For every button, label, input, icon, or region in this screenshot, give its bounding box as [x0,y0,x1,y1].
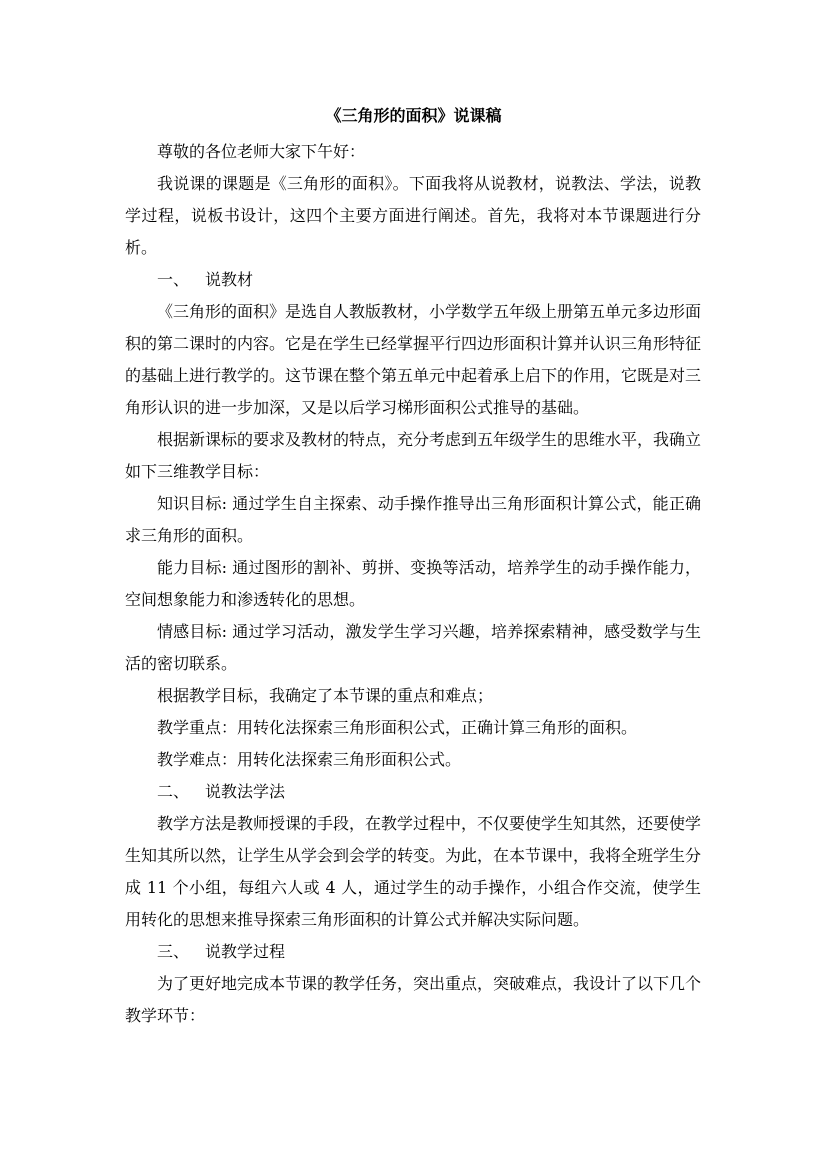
document-title: 《三角形的面积》说课稿 [325,106,502,125]
focus-intro-paragraph: 根据教学目标，我确定了本节课的重点和难点； [157,686,494,705]
section-title: 说教学过程 [205,942,286,961]
intro-paragraph: 我说课的课题是《三角形的面积》。下面我将从说教材，说教法、学法，说教学过程，说板书设计，这四个主要方面进行阐述。首先，我将对本节课题进行分析。 [125,174,701,257]
section-number: 三、 [157,942,190,961]
knowledge-goal-paragraph: 知识目标: 通过学生自主探索、动手操作推导出三角形面积计算公式，能正确求三角形的面积。 [125,494,701,545]
key-point-paragraph: 教学重点：用转化法探索三角形面积公式，正确计算三角形的面积。 [157,718,638,737]
greeting-paragraph: 尊敬的各位老师大家下午好： [157,142,366,161]
process-paragraph: 为了更好地完成本节课的教学任务，突出重点，突破难点，我设计了以下几个教学环节： [125,974,702,1025]
section-number: 一、 [157,270,190,289]
objectives-intro-paragraph: 根据新课标的要求及教材的特点，充分考虑到五年级学生的思维水平，我确立如下三维教学目标： [125,430,702,481]
section-number: 二、 [157,782,190,801]
difficult-point-paragraph: 教学难点：用转化法探索三角形面积公式。 [157,750,462,769]
section-title: 说教法学法 [205,782,286,801]
section-heading-process [125,936,701,968]
textbook-paragraph: 《三角形的面积》是选自人教版教材，小学数学五年级上册第五单元多边形面积的第二课时的内容。它是在学生已经掌握平行四边形面积计算并认识三角形特征的基础上进行教学的。这节课在整个第五单元中起着承上启下的作用，它既是对三角形认识的进一步加深，又是以后学习梯形面积公式推导的基础。 [125,302,702,417]
methods-paragraph: 教学方法是教师授课的手段，在教学过程中，不仅要使学生知其然，还要使学生知其所以然，让学生从学会到会学的转变。为此，在本节课中，我将全班学生分成 11 个小组，每组六人或 4 人，通过学生的动手操作，小组合作交流，使学生用转化的思想来推导探索三角形面积的计算公式并解决实际问题。 [125,814,702,929]
emotion-goal-paragraph: 情感目标: 通过学习活动，激发学生学习兴趣，培养探索精神，感受数学与生活的密切联系。 [125,622,701,673]
section-title: 说教材 [205,270,254,289]
section-heading-textbook [125,264,701,296]
section-heading-methods [125,776,701,808]
document-body [125,136,701,1032]
ability-goal-paragraph: 能力目标: 通过图形的割补、剪拼、变换等活动，培养学生的动手操作能力，空间想象能力和渗透转化的思想。 [125,558,701,609]
